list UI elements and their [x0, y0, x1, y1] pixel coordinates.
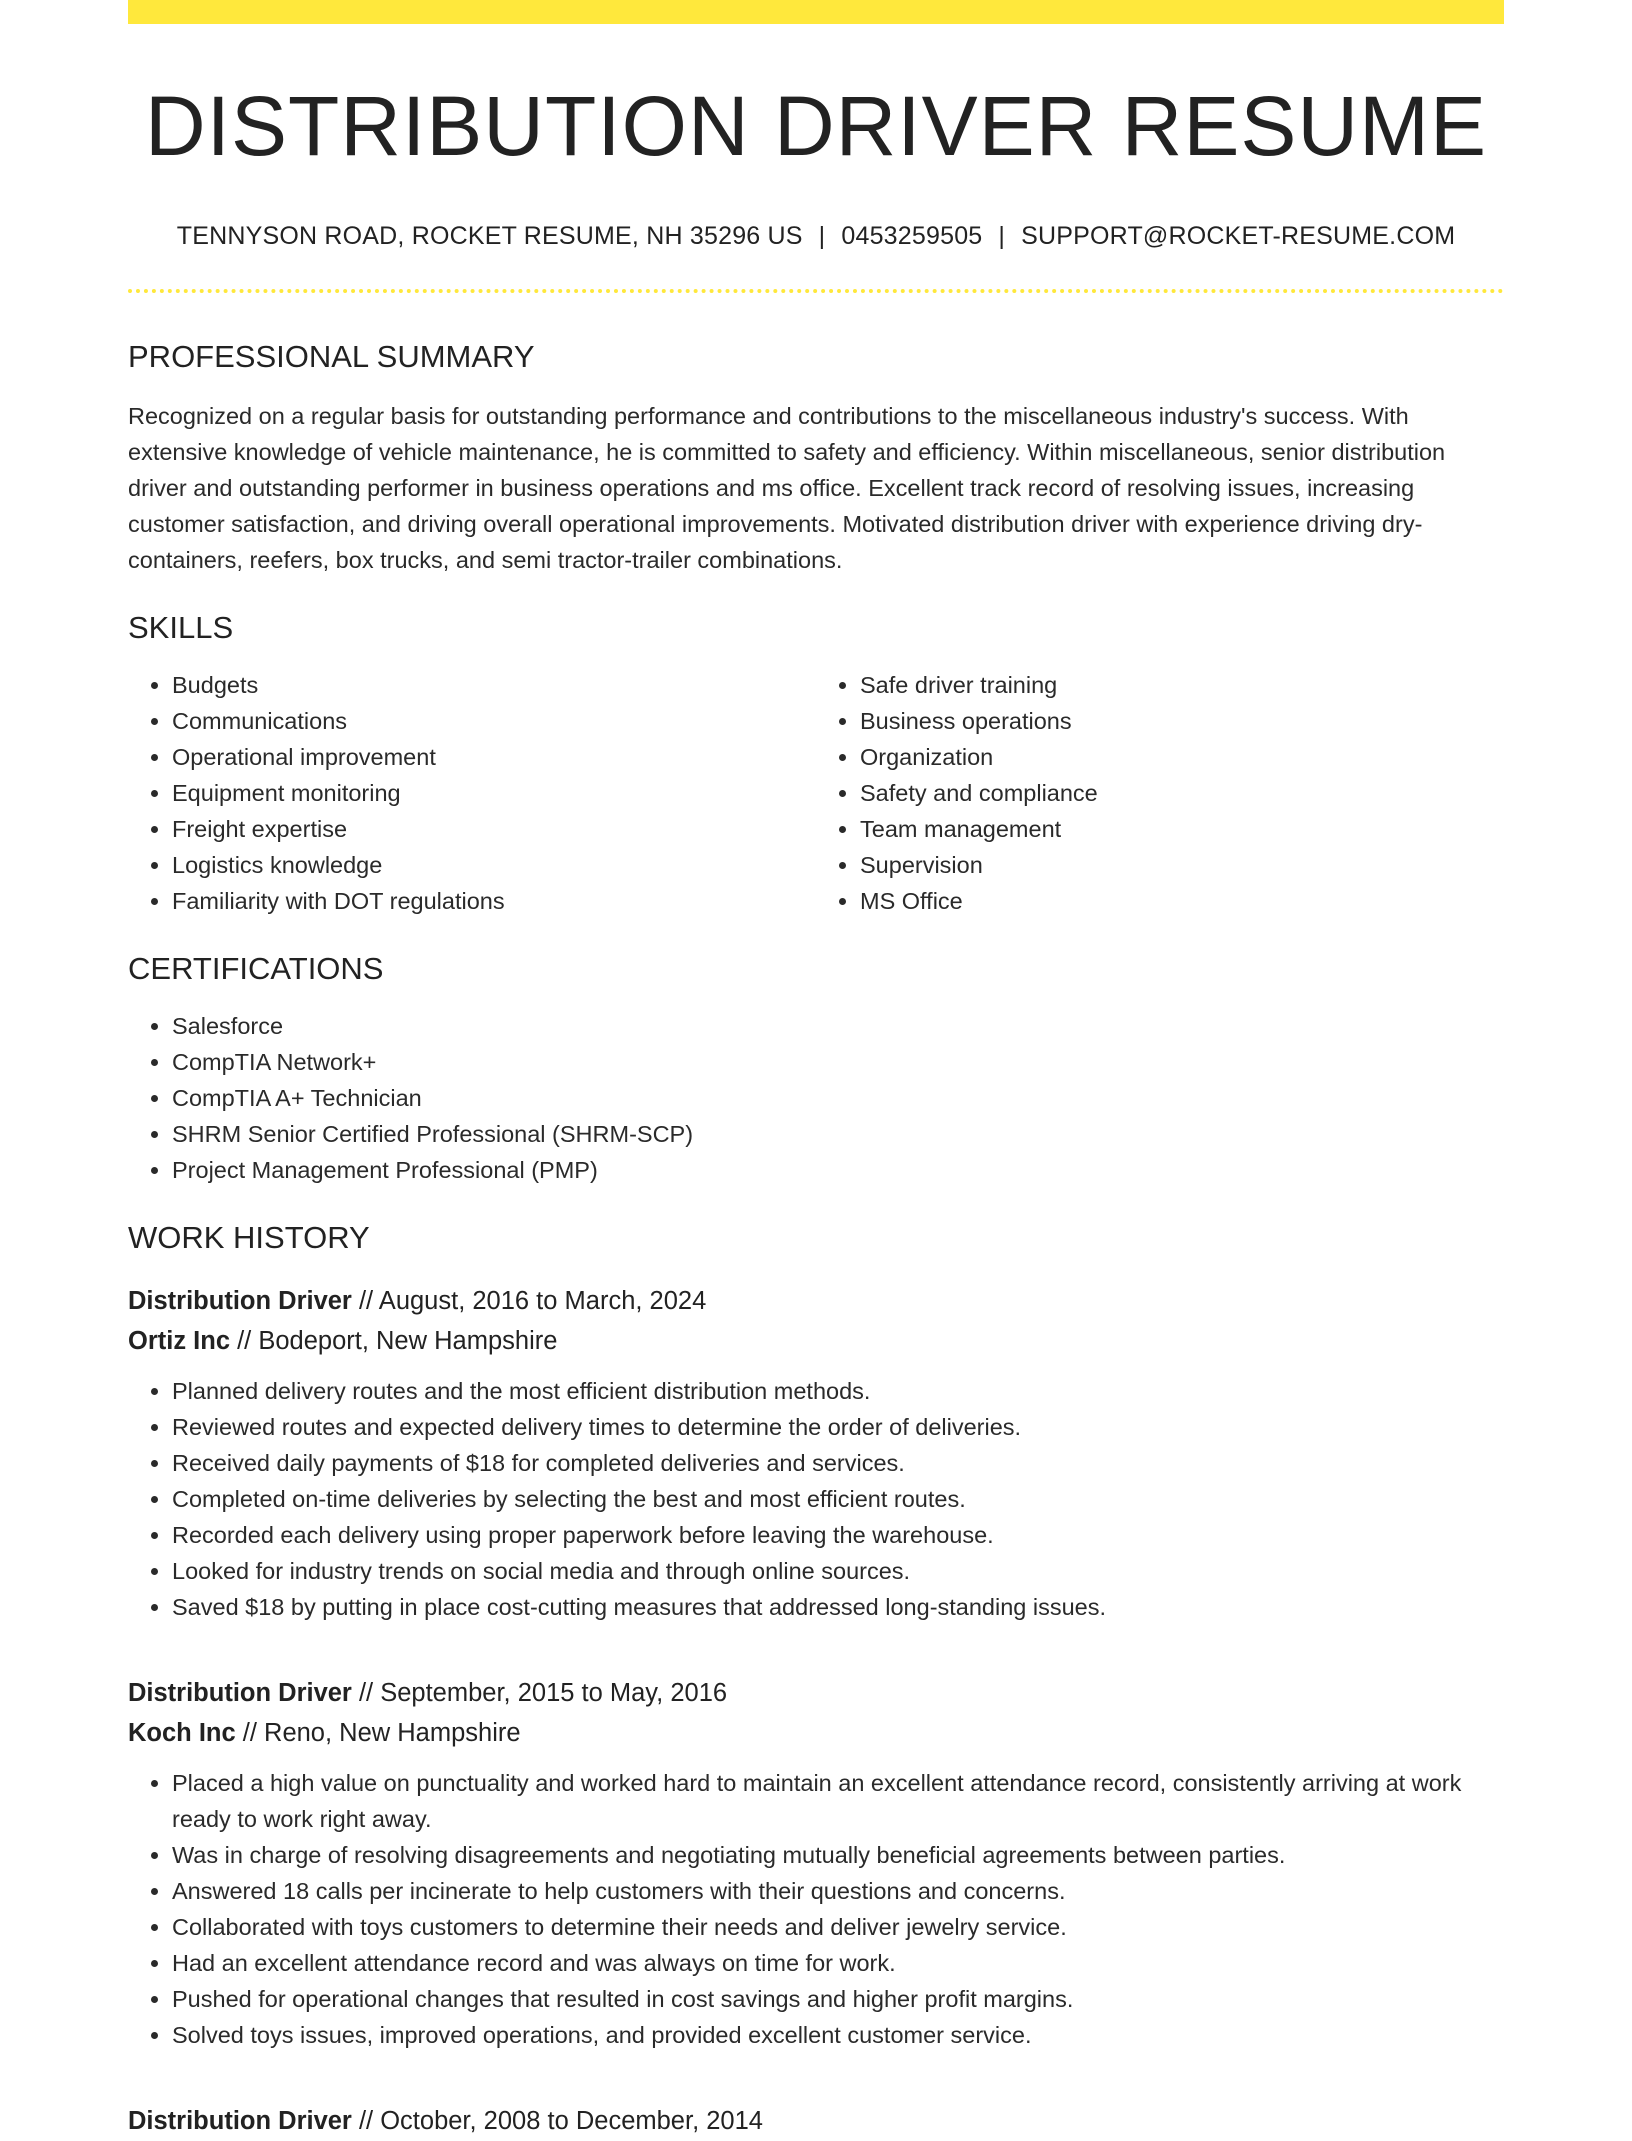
top-accent-bar — [128, 0, 1504, 24]
job-duty-item: • Solved toys issues, improved operations, and provided excellent customer service. — [172, 2017, 1504, 2053]
summary-heading: PROFESSIONAL SUMMARY — [128, 339, 535, 375]
job-duty-item: • Recorded each delivery using proper paperwork before leaving the warehouse. — [172, 1517, 1504, 1553]
job-company-line — [128, 1713, 1504, 1753]
job-duty-item: • Reviewed routes and expected delivery times to determine the order of deliveries. — [172, 1409, 1504, 1445]
job-role-line — [128, 1673, 1504, 1713]
dotted-divider — [128, 289, 1504, 293]
skill-item: • Logistics knowledge — [172, 847, 816, 883]
certification-item: • Project Management Professional (PMP) — [172, 1152, 1504, 1188]
skill-item: • Equipment monitoring — [172, 775, 816, 811]
job-duty-item: • Saved $18 by putting in place cost-cutting measures that addressed long-standing issues. — [172, 1589, 1504, 1625]
certification-item: • SHRM Senior Certified Professional (SHRM-SCP) — [172, 1116, 1504, 1152]
contact-email: SUPPORT@ROCKET-RESUME.COM — [1021, 222, 1456, 251]
resume-page — [128, 0, 1504, 2141]
job-location: // Reno, New Hampshire — [235, 1719, 521, 1748]
job-duty-item: • Was in charge of resolving disagreements and negotiating mutually beneficial agreements between parties. — [172, 1837, 1504, 1873]
certifications-list — [128, 1008, 1504, 1188]
job-duty-item: • Had an excellent attendance record and was always on time for work. — [172, 1945, 1504, 1981]
job-company: Ortiz Inc — [128, 1327, 231, 1356]
skills-columns — [128, 643, 1504, 919]
job-duty-item: • Placed a high value on punctuality and worked hard to maintain an excellent attendance record, consistently arriving at work ready to work right away. — [172, 1765, 1504, 1837]
work-history-heading: WORK HISTORY — [128, 1220, 370, 1256]
certification-item: • Salesforce — [172, 1008, 1504, 1044]
certifications-heading: CERTIFICATIONS — [128, 951, 384, 987]
job-entry — [128, 2101, 1504, 2141]
job-duty-item: • Planned delivery routes and the most efficient distribution methods. — [172, 1373, 1504, 1409]
skill-item: • Supervision — [860, 847, 1504, 883]
job-company: Koch Inc — [128, 1719, 236, 1748]
job-entry — [128, 1281, 1504, 1625]
certification-item: • CompTIA Network+ — [172, 1044, 1504, 1080]
contact-line — [128, 224, 1504, 249]
skills-list-right — [816, 667, 1504, 919]
skill-item: • MS Office — [860, 883, 1504, 919]
job-duty-item: • Collaborated with toys customers to determine their needs and deliver jewelry service. — [172, 1909, 1504, 1945]
job-role: Distribution Driver — [128, 1287, 352, 1316]
job-role: Distribution Driver — [128, 1679, 352, 1708]
skill-item: • Team management — [860, 811, 1504, 847]
job-entry — [128, 1673, 1504, 2053]
contact-separator: | — [998, 222, 1006, 251]
job-duty-item: • Pushed for operational changes that resulted in cost savings and higher profit margins. — [172, 1981, 1504, 2017]
skill-item: • Business operations — [860, 703, 1504, 739]
skill-item: • Communications — [172, 703, 816, 739]
job-duty-item: • Looked for industry trends on social media and through online sources. — [172, 1553, 1504, 1589]
job-duty-item: • Completed on-time deliveries by selecting the best and most efficient routes. — [172, 1481, 1504, 1517]
skill-item: • Safety and compliance — [860, 775, 1504, 811]
job-company-line — [128, 1321, 1504, 1361]
job-dates: // October, 2008 to December, 2014 — [351, 2107, 763, 2136]
skill-item: • Operational improvement — [172, 739, 816, 775]
skills-heading: SKILLS — [128, 610, 234, 646]
job-role-line — [128, 2101, 1504, 2141]
skill-item: • Freight expertise — [172, 811, 816, 847]
skill-item: • Budgets — [172, 667, 816, 703]
job-duties-list — [128, 1765, 1504, 2053]
contact-separator: | — [818, 222, 826, 251]
job-dates: // September, 2015 to May, 2016 — [351, 1679, 728, 1708]
job-duty-item: • Received daily payments of $18 for completed deliveries and services. — [172, 1445, 1504, 1481]
contact-phone: 0453259505 — [841, 222, 983, 251]
skills-list-left — [128, 667, 816, 919]
skill-item: • Organization — [860, 739, 1504, 775]
skill-item: • Familiarity with DOT regulations — [172, 883, 816, 919]
resume-title: DISTRIBUTION DRIVER RESUME — [144, 79, 1488, 173]
skill-item: • Safe driver training — [860, 667, 1504, 703]
job-location: // Bodeport, New Hampshire — [230, 1327, 558, 1356]
job-dates: // August, 2016 to March, 2024 — [351, 1287, 707, 1316]
job-role: Distribution Driver — [128, 2107, 352, 2136]
job-duty-item: • Answered 18 calls per incinerate to help customers with their questions and concerns. — [172, 1873, 1504, 1909]
summary-text: Recognized on a regular basis for outstanding performance and contributions to the miscellaneous industry's success. With extensive knowledge of vehicle maintenance, he is committed to safety and efficiency. Within miscellaneous, senior distribution driver and outstanding performer in business operations and ms office. Excellent track record of resolving issues, increasing customer satisfaction, and driving overall operational improvements. Motivated distribution driver with experience driving dry-containers, reefers, box trucks, and semi tractor-trailer combinations. — [128, 403, 1446, 574]
job-duties-list — [128, 1373, 1504, 1625]
job-role-line — [128, 1281, 1504, 1321]
contact-address: TENNYSON ROAD, ROCKET RESUME, NH 35296 US — [176, 222, 803, 251]
certification-item: • CompTIA A+ Technician — [172, 1080, 1504, 1116]
